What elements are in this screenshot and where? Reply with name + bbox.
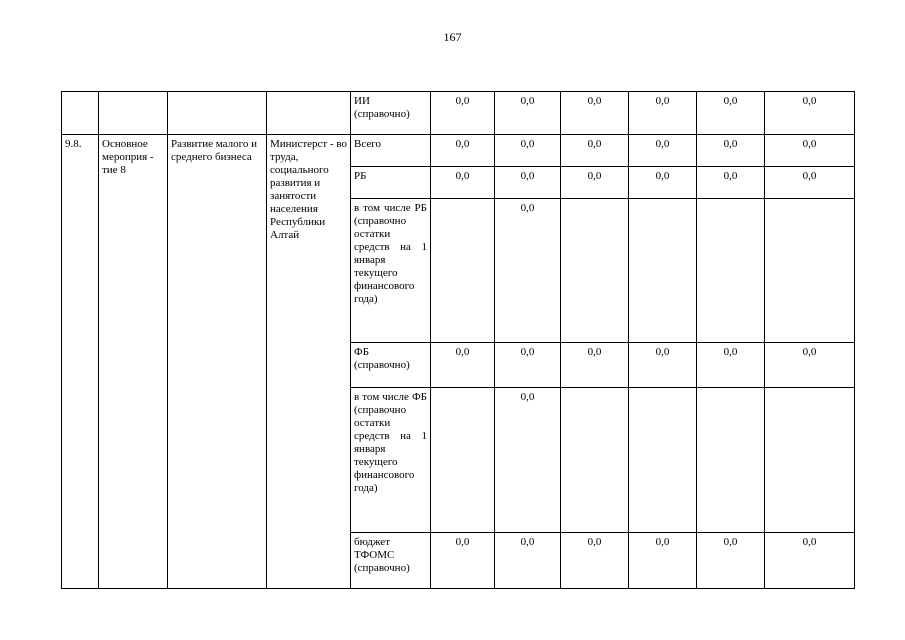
measure-name: Основное мероприя - тие 8 xyxy=(99,135,168,589)
source-cell: в том числе ФБ (справочно остатки средств на 1 января текущего финансового года) xyxy=(351,388,431,533)
budget-table xyxy=(61,91,855,589)
table-row xyxy=(62,92,855,135)
value-cell: 0,0 xyxy=(495,199,561,343)
value-cell: 0,0 xyxy=(765,343,855,388)
value-cell: 0,0 xyxy=(431,167,495,199)
goal-cell xyxy=(168,92,267,135)
value-cell: 0,0 xyxy=(697,343,765,388)
value-cell: 0,0 xyxy=(431,92,495,135)
source-cell: Всего xyxy=(351,135,431,167)
measure-goal: Развитие малого и среднего бизнеса xyxy=(168,135,267,589)
name-cell xyxy=(99,92,168,135)
value-cell: 0,0 xyxy=(561,167,629,199)
source-cell: в том числе РБ (справочно остатки средств на 1 января текущего финансового года) xyxy=(351,199,431,343)
value-cell: 0,0 xyxy=(629,135,697,167)
value-cell: 0,0 xyxy=(765,135,855,167)
measure-number: 9.8. xyxy=(62,135,99,589)
value-cell xyxy=(629,199,697,343)
measure-executor: Министерст - во труда, социального развития и занятости населения Республики Алтай xyxy=(267,135,351,589)
value-cell: 0,0 xyxy=(431,533,495,589)
value-cell: 0,0 xyxy=(561,92,629,135)
value-cell: 0,0 xyxy=(629,533,697,589)
value-cell: 0,0 xyxy=(431,343,495,388)
source-cell: ФБ (справочно) xyxy=(351,343,431,388)
value-cell xyxy=(561,388,629,533)
value-cell: 0,0 xyxy=(561,343,629,388)
page-number: 167 xyxy=(443,30,462,44)
value-cell xyxy=(697,199,765,343)
value-cell: 0,0 xyxy=(765,92,855,135)
value-cell: 0,0 xyxy=(765,167,855,199)
source-cell: ИИ (справочно) xyxy=(351,92,431,135)
value-cell xyxy=(765,199,855,343)
value-cell xyxy=(629,388,697,533)
value-cell: 0,0 xyxy=(629,92,697,135)
value-cell: 0,0 xyxy=(629,167,697,199)
executor-cell xyxy=(267,92,351,135)
number-cell xyxy=(62,92,99,135)
value-cell: 0,0 xyxy=(561,135,629,167)
value-cell: 0,0 xyxy=(561,533,629,589)
value-cell: 0,0 xyxy=(697,135,765,167)
value-cell: 0,0 xyxy=(495,533,561,589)
value-cell xyxy=(697,388,765,533)
value-cell: 0,0 xyxy=(495,343,561,388)
value-cell: 0,0 xyxy=(697,92,765,135)
value-cell: 0,0 xyxy=(697,533,765,589)
value-cell xyxy=(561,199,629,343)
value-cell: 0,0 xyxy=(495,135,561,167)
value-cell: 0,0 xyxy=(629,343,697,388)
value-cell: 0,0 xyxy=(495,167,561,199)
value-cell: 0,0 xyxy=(697,167,765,199)
value-cell: 0,0 xyxy=(495,92,561,135)
source-cell: РБ xyxy=(351,167,431,199)
table-row xyxy=(62,135,855,167)
value-cell: 0,0 xyxy=(431,135,495,167)
source-cell: бюджет ТФОМС (справочно) xyxy=(351,533,431,589)
value-cell: 0,0 xyxy=(765,533,855,589)
value-cell xyxy=(431,199,495,343)
value-cell xyxy=(765,388,855,533)
value-cell xyxy=(431,388,495,533)
value-cell: 0,0 xyxy=(495,388,561,533)
